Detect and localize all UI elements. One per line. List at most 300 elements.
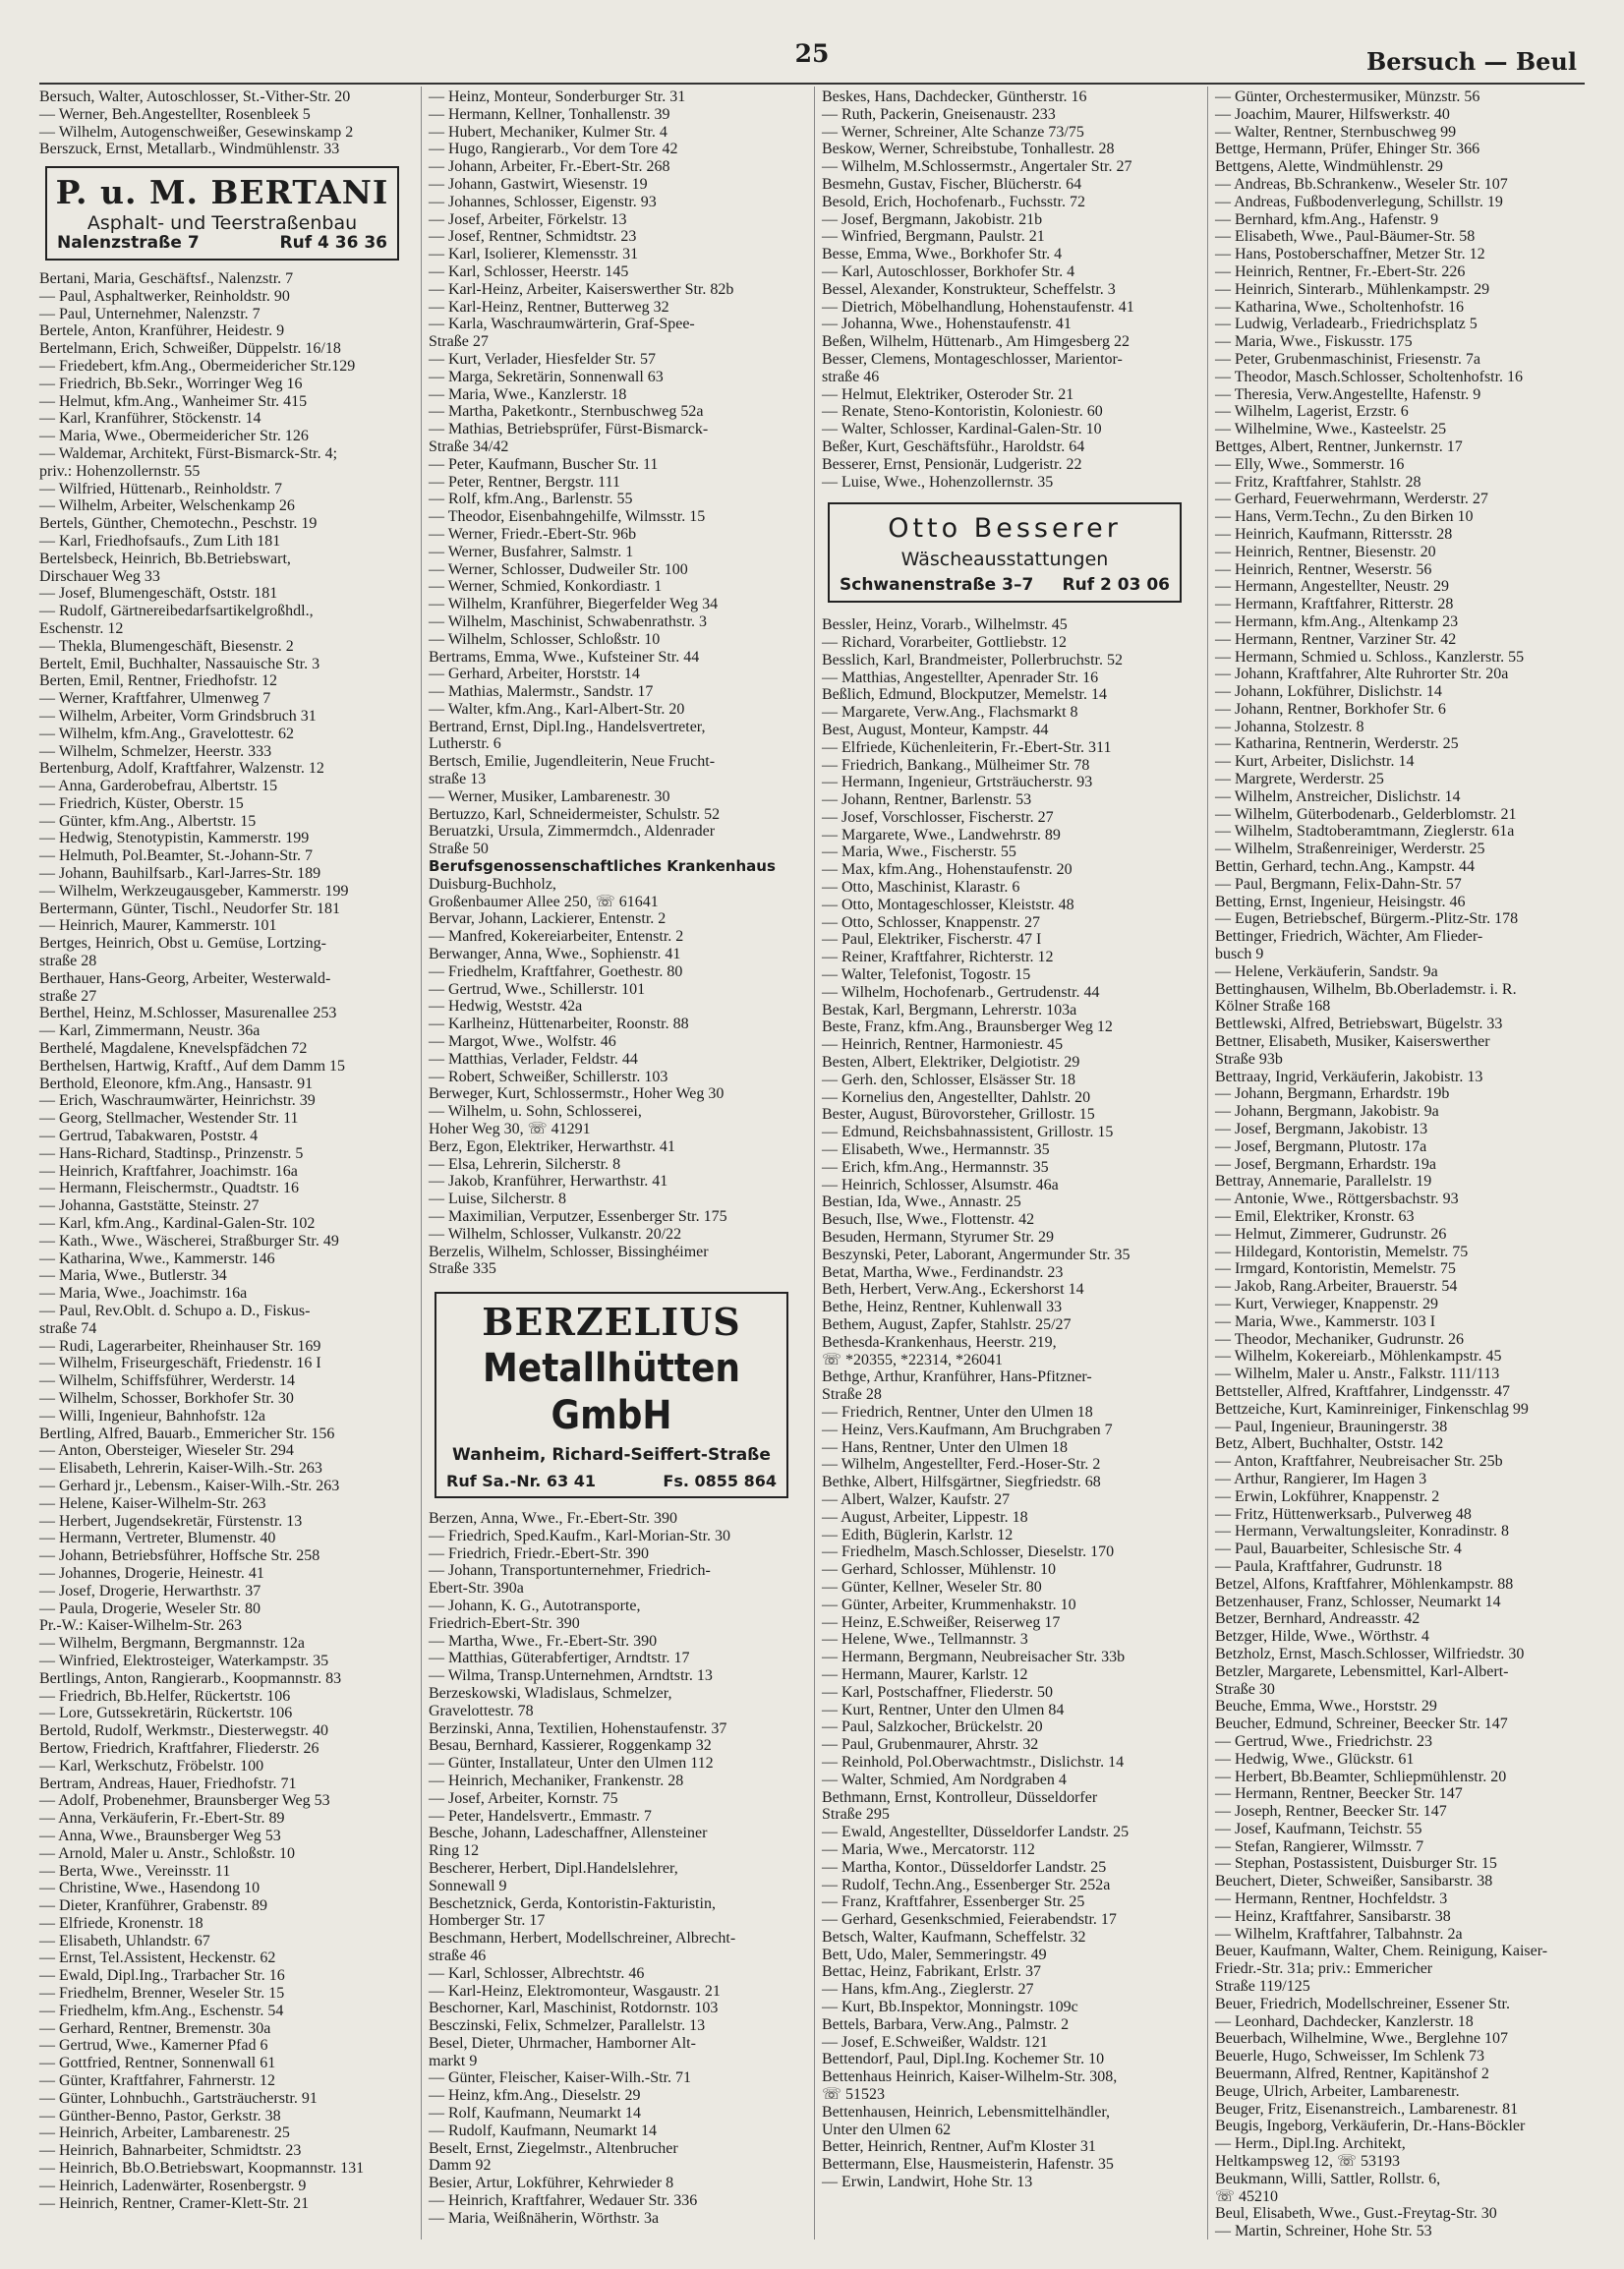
directory-entry: — Gerhard, Rentner, Bremenstr. 30a xyxy=(39,2019,271,2037)
ad-bertani-contact xyxy=(51,235,393,253)
directory-entry: Besuden, Hermann, Styrumer Str. 29 xyxy=(822,1229,1054,1247)
directory-entry: — Paul, Salzkocher, Brückelstr. 20 xyxy=(822,1718,1043,1736)
running-head: Bersuch — Beul xyxy=(1365,47,1577,76)
directory-entry: Best, August, Monteur, Kampstr. 44 xyxy=(822,721,1049,738)
directory-entry: — Wilhelm, Güterbodenarb., Gelderblomstr. 21 xyxy=(1215,805,1517,823)
directory-entry: — Maximilian, Verputzer, Essenberger Str. 175 xyxy=(429,1208,727,1225)
directory-entry: Großenbaumer Allee 250, ☏ 61641 xyxy=(429,893,659,910)
directory-entry: — Ewald, Dipl.Ing., Trarbacher Str. 16 xyxy=(39,1967,285,1985)
directory-entry: — Wilhelm, Angestellter, Ferd.-Hoser-Str. 2 xyxy=(822,1456,1101,1474)
directory-entry: Berthold, Eleonore, kfm.Ang., Hansastr. 91 xyxy=(39,1075,314,1092)
directory-entry: — Gertrud, Wwe., Kamerner Pfad 6 xyxy=(39,2037,268,2055)
directory-entry: — Margarete, Verw.Ang., Flachsmarkt 8 xyxy=(822,704,1078,722)
directory-entry: — Friedhelm, Brenner, Weseler Str. 15 xyxy=(39,1985,285,2003)
column-separator xyxy=(814,87,815,2240)
directory-entry: Bessler, Heinz, Vorarb., Wilhelmstr. 45 xyxy=(822,616,1068,634)
directory-entry: — Wilhelm, Straßenreiniger, Werderstr. 25 xyxy=(1215,841,1485,858)
directory-entry: straße 28 xyxy=(39,953,97,970)
directory-entry: — Heinrich, Rentner, Biesenstr. 20 xyxy=(1215,543,1436,560)
directory-entry: — Heinrich, Arbeiter, Lambarenestr. 25 xyxy=(39,2124,290,2142)
directory-entry: — Helene, Verkäuferin, Sandstr. 9a xyxy=(1215,962,1438,980)
column-separator xyxy=(421,87,422,2240)
directory-entry: — Wilhelm, Schiffsführer, Werderstr. 14 xyxy=(39,1372,296,1390)
directory-entry: — Mathias, Malermstr., Sandstr. 17 xyxy=(429,683,654,701)
directory-entry: — Christine, Wwe., Hasendong 10 xyxy=(39,1880,261,1897)
directory-entry: — Walter, Rentner, Sternbuschweg 99 xyxy=(1215,123,1457,141)
directory-entry: — Johanna, Gaststätte, Steinstr. 27 xyxy=(39,1197,260,1215)
directory-entry: — Heinrich, Kaufmann, Rittersstr. 28 xyxy=(1215,525,1453,543)
directory-entry: — Margrete, Werderstr. 25 xyxy=(1215,771,1384,788)
ad-bertani xyxy=(45,166,399,261)
directory-entry: — Anna, Wwe., Braunsberger Weg 53 xyxy=(39,1827,281,1844)
directory-entry: Bethke, Albert, Hilfsgärtner, Siegfriedstr. 68 xyxy=(822,1474,1101,1491)
ad-berzelius-fax: Fs. 0855 864 xyxy=(663,1472,777,1491)
directory-entry: — Wilhelm, Maschinist, Schwabenrathstr. 3 xyxy=(429,612,708,630)
directory-entry: — Reinhold, Pol.Oberwachtmstr., Dislichstr. 14 xyxy=(822,1753,1125,1771)
directory-entry: — Otto, Schlosser, Knappenstr. 27 xyxy=(822,913,1041,931)
directory-entry: Betzel, Alfons, Kraftfahrer, Möhlenkampstr. 88 xyxy=(1215,1575,1514,1593)
directory-entry: — Werner, Friedr.-Ebert-Str. 96b xyxy=(429,525,637,543)
directory-entry: Bertelt, Emil, Buchhalter, Nassauische Str. 3 xyxy=(39,655,320,672)
directory-entry: — Maria, Wwe., Kanzlerstr. 18 xyxy=(429,385,627,403)
directory-entry: Bertels, Günther, Chemotechn., Peschstr. 19 xyxy=(39,515,318,533)
directory-entry: — Heinrich, Maurer, Kammerstr. 101 xyxy=(39,917,277,935)
directory-entry: — Karl, Isolierer, Klemensstr. 31 xyxy=(429,246,639,263)
directory-entry: Bertram, Andreas, Hauer, Friedhofstr. 71 xyxy=(39,1774,297,1792)
directory-entry: Bettinger, Friedrich, Wächter, Am Flieder- xyxy=(1215,928,1483,946)
directory-entry: Bertele, Anton, Kranführer, Heidestr. 9 xyxy=(39,322,285,340)
directory-entry: Bertlings, Anton, Rangierarb., Koopmannstr. 83 xyxy=(39,1669,342,1687)
directory-entry: — Martha, Kontor., Düsseldorfer Landstr. 25 xyxy=(822,1858,1107,1876)
ad-besserer-line: Wäscheausstattungen xyxy=(900,549,1109,571)
directory-entry: Bertges, Heinrich, Obst u. Gemüse, Lortzing- xyxy=(39,935,326,953)
directory-entry: Berszuck, Ernst, Metallarb., Windmühlenstr. 33 xyxy=(39,141,340,158)
directory-entry: Bertuzzo, Karl, Schneidermeister, Schulstr. 52 xyxy=(429,805,721,823)
directory-entry: — Berta, Wwe., Vereinsstr. 11 xyxy=(39,1862,231,1880)
directory-entry: — Ernst, Tel.Assistent, Heckenstr. 62 xyxy=(39,1949,276,1967)
directory-entry: — Winfried, Bergmann, Paulstr. 21 xyxy=(822,228,1045,246)
directory-entry: — Wilhelm, kfm.Ang., Gravelottestr. 62 xyxy=(39,725,295,742)
directory-entry: — Manfred, Kokereiarbeiter, Entenstr. 2 xyxy=(429,928,684,946)
directory-entry: — Rudolf, Techn.Ang., Essenberger Str. 252a xyxy=(822,1876,1111,1893)
directory-entry: — Friedrich, Friedr.-Ebert-Str. 390 xyxy=(429,1544,649,1562)
directory-entry: Bethmann, Ernst, Kontrolleur, Düsseldorfer xyxy=(822,1788,1098,1806)
directory-entry: Bertling, Alfred, Bauarb., Emmericher Str. 156 xyxy=(39,1425,335,1442)
directory-entry: — Friedrich, Bb.Helfer, Rückertstr. 106 xyxy=(39,1687,291,1705)
directory-entry: — Friedrich, Küster, Oberstr. 15 xyxy=(39,794,244,812)
directory-entry: Bethge, Arthur, Kranführer, Hans-Pfitzner- xyxy=(822,1368,1092,1386)
directory-entry: — Helene, Wwe., Tellmannstr. 3 xyxy=(822,1631,1028,1649)
directory-entry: — Anton, Obersteiger, Wieseler Str. 294 xyxy=(39,1442,294,1460)
directory-entry: — Kurt, Rentner, Unter den Ulmen 84 xyxy=(822,1701,1065,1718)
directory-entry: Beschmann, Herbert, Modellschreiner, Albrecht- xyxy=(429,1930,736,1948)
directory-entry: — Erich, kfm.Ang., Hermannstr. 35 xyxy=(822,1158,1049,1176)
directory-entry: Betz, Albert, Buchhalter, Oststr. 142 xyxy=(1215,1435,1444,1453)
directory-entry: — Paul, Ingenieur, Brauningerstr. 38 xyxy=(1215,1418,1448,1435)
directory-entry: Bettendorf, Paul, Dipl.Ing. Kochemer Str. 10 xyxy=(822,2051,1105,2068)
directory-entry: — Karlheinz, Hüttenarbeiter, Roonstr. 88 xyxy=(429,1016,689,1033)
directory-entry: — Gerhard, Gesenkschmied, Feierabendstr. 17 xyxy=(822,1911,1117,1929)
directory-entry: — Rolf, kfm.Ang., Barlenstr. 55 xyxy=(429,491,633,508)
column-4 xyxy=(1215,88,1581,2240)
directory-entry: Besse, Emma, Wwe., Borkhofer Str. 4 xyxy=(822,246,1063,263)
directory-entry: — Kurt, Verwieger, Knappenstr. 29 xyxy=(1215,1295,1439,1312)
directory-entry: — Johann, Bergmann, Jakobistr. 9a xyxy=(1215,1103,1439,1121)
directory-entry: Bethe, Heinz, Rentner, Kuhlenwall 33 xyxy=(822,1299,1063,1316)
directory-entry: Bervar, Johann, Lackierer, Entenstr. 2 xyxy=(429,910,667,928)
directory-entry: Beste, Franz, kfm.Ang., Braunsberger Weg 12 xyxy=(822,1018,1113,1036)
directory-entry: Ring 12 xyxy=(429,1842,480,1860)
directory-entry: Beselt, Ernst, Ziegelmstr., Altenbrucher xyxy=(429,2139,678,2157)
directory-entry: — Paul, Asphaltwerker, Reinholdstr. 90 xyxy=(39,287,290,305)
page-number: 25 xyxy=(794,39,830,68)
directory-entry: — Gerh. den, Schlosser, Elsässer Str. 18 xyxy=(822,1071,1075,1088)
directory-entry: — Erwin, Landwirt, Hohe Str. 13 xyxy=(822,2174,1033,2191)
directory-entry: — Wilhelm, Lagerist, Erzstr. 6 xyxy=(1215,403,1409,421)
directory-entry: — Ewald, Angestellter, Düsseldorfer Landstr. 25 xyxy=(822,1824,1130,1841)
directory-entry: Beuer, Friedrich, Modellschreiner, Essener Str. xyxy=(1215,1995,1510,2012)
directory-entry: — Johann, Transportunternehmer, Friedrich- xyxy=(429,1562,711,1580)
directory-entry: straße 46 xyxy=(822,368,880,385)
directory-entry: — Helmut, kfm.Ang., Wanheimer Str. 415 xyxy=(39,392,308,410)
directory-entry: Bettsteller, Alfred, Kraftfahrer, Lindgensstr. 47 xyxy=(1215,1382,1510,1400)
directory-entry: — Maria, Wwe., Obermeidericher Str. 126 xyxy=(39,428,309,445)
directory-entry: — Heinz, E.Schweißer, Reiserweg 17 xyxy=(822,1613,1061,1631)
directory-entry: Besmehn, Gustav, Fischer, Blücherstr. 64 xyxy=(822,175,1082,193)
directory-entry: — Kurt, Verlader, Hiesfelder Str. 57 xyxy=(429,350,657,368)
directory-entry: straße 13 xyxy=(429,771,487,788)
directory-entry: Beuge, Ulrich, Arbeiter, Lambarenestr. xyxy=(1215,2082,1460,2100)
directory-entry: — Maria, Wwe., Kammerstr. 103 I xyxy=(1215,1312,1436,1330)
ad-besserer-name: Otto Besserer xyxy=(888,513,1122,545)
directory-entry: Bethem, August, Zapfer, Stahlstr. 25/27 xyxy=(822,1316,1072,1333)
directory-entry: Kölner Straße 168 xyxy=(1215,998,1331,1016)
directory-entry: Beuerbach, Wilhelmine, Wwe., Berglehne 107 xyxy=(1215,2030,1508,2048)
directory-entry: Hoher Weg 30, ☏ 41291 xyxy=(429,1121,591,1138)
directory-entry: — Helmut, Elektriker, Osteroder Str. 21 xyxy=(822,385,1074,403)
directory-entry: — Albert, Walzer, Kaufstr. 27 xyxy=(822,1490,1011,1508)
directory-entry: Berten, Emil, Rentner, Friedhofstr. 12 xyxy=(39,672,277,690)
column-1 xyxy=(39,88,405,2212)
directory-entry: — Hedwig, Weststr. 42a xyxy=(429,998,583,1016)
directory-entry: — Wilma, Transp.Unternehmen, Arndtstr. 13 xyxy=(429,1667,713,1685)
directory-entry: — Anna, Garderobefrau, Albertstr. 15 xyxy=(39,778,278,795)
directory-entry: Straße 27 xyxy=(429,333,489,351)
directory-entry: Berthelé, Magdalene, Knevelspfädchen 72 xyxy=(39,1040,308,1058)
directory-entry: — Wilhelm, Kraftfahrer, Talbahnstr. 2a xyxy=(1215,1925,1463,1943)
directory-entry: — Paul, Unternehmer, Nalenzstr. 7 xyxy=(39,305,261,322)
directory-entry: — Josef, Rentner, Schmidtstr. 23 xyxy=(429,228,637,246)
directory-entry: — Hermann, Rentner, Beecker Str. 147 xyxy=(1215,1785,1463,1803)
directory-entry: — Heinrich, Rentner, Weserstr. 56 xyxy=(1215,560,1432,578)
directory-entry: Straße 50 xyxy=(429,841,489,858)
directory-entry: Beschetznick, Gerda, Kontoristin-Fakturistin, xyxy=(429,1894,716,1912)
directory-entry: Berzelis, Wilhelm, Schlosser, Bissinghéimer xyxy=(429,1243,709,1260)
directory-entry: — Hildegard, Kontoristin, Memelstr. 75 xyxy=(1215,1243,1469,1260)
directory-entry: Beuer, Kaufmann, Walter, Chem. Reinigung, Kaiser- xyxy=(1215,1943,1548,1960)
directory-entry: Besche, Johann, Ladeschaffner, Allensteiner xyxy=(429,1825,708,1842)
directory-entry: — Friedrich, Rentner, Unter den Ulmen 18 xyxy=(822,1403,1093,1421)
directory-entry: Bettlewski, Alfred, Betriebswart, Bügelstr. 33 xyxy=(1215,1016,1503,1033)
directory-entry: — Elly, Wwe., Sommerstr. 16 xyxy=(1215,455,1405,473)
directory-entry: — Heinrich, Bb.O.Betriebswart, Koopmannstr. 131 xyxy=(39,2160,365,2178)
directory-entry: Homberger Str. 17 xyxy=(429,1912,546,1930)
entries-col1-top xyxy=(39,88,405,158)
directory-entry: — Kath., Wwe., Wäscherei, Straßburger Str. 49 xyxy=(39,1232,339,1250)
directory-entry: Bettzeiche, Kurt, Kaminreiniger, Finkenschlag 99 xyxy=(1215,1400,1529,1418)
directory-entry: Betzer, Bernhard, Andreasstr. 42 xyxy=(1215,1610,1421,1628)
directory-entry: ☏ *20355, *22314, *26041 xyxy=(822,1351,1004,1368)
directory-entry: — Heinrich, Kraftfahrer, Joachimstr. 16a xyxy=(39,1162,298,1180)
directory-entry: Besserer, Ernst, Pensionär, Ludgeristr. 22 xyxy=(822,455,1082,473)
directory-entry: straße 27 xyxy=(39,987,97,1005)
directory-entry: Beßen, Wilhelm, Hüttenarb., Am Himgesberg 22 xyxy=(822,333,1130,351)
directory-entry: Bertsch, Emilie, Jugendleiterin, Neue Frucht- xyxy=(429,753,716,771)
ad-besserer-address: Schwanenstraße 3–7 xyxy=(840,575,1034,596)
directory-entry: Betzenhauser, Franz, Schlosser, Neumarkt 14 xyxy=(1215,1593,1501,1610)
directory-entry: Bertelmann, Erich, Schweißer, Düppelstr. 16/18 xyxy=(39,340,341,358)
directory-entry: — Theresia, Verw.Angestellte, Hafenstr. 9 xyxy=(1215,385,1481,403)
directory-entry: — Martin, Schreiner, Hohe Str. 53 xyxy=(1215,2223,1432,2240)
directory-entry: — Andreas, Fußbodenverlegung, Schillstr. 19 xyxy=(1215,193,1503,210)
directory-entry: Bettraay, Ingrid, Verkäuferin, Jakobistr. 13 xyxy=(1215,1068,1483,1085)
directory-entry: busch 9 xyxy=(1215,946,1264,963)
directory-entry: Sonnewall 9 xyxy=(429,1877,507,1894)
directory-entry: — Hubert, Mechaniker, Kulmer Str. 4 xyxy=(429,123,667,141)
directory-entry: — Hermann, Ingenieur, Grtsträucherstr. 93 xyxy=(822,774,1093,791)
directory-entry: — Wilhelm, Stadtoberamtmann, Zieglerstr. 61a xyxy=(1215,823,1515,841)
directory-entry: Bettge, Hermann, Prüfer, Ehinger Str. 366 xyxy=(1215,141,1480,158)
directory-entry: — Johann, K. G., Autotransporte, xyxy=(429,1597,641,1614)
directory-entry: — Werner, Musiker, Lambarenestr. 30 xyxy=(429,787,670,805)
directory-entry: — Werner, Schreiner, Alte Schanze 73/75 xyxy=(822,123,1084,141)
directory-entry: — Maria, Wwe., Joachimstr. 16a xyxy=(39,1285,248,1303)
directory-entry: — Karl, Friedhofsaufs., Zum Lith 181 xyxy=(39,532,281,550)
column-2 xyxy=(429,88,794,2228)
directory-entry: Bester, August, Bürovorsteher, Grillostr. 15 xyxy=(822,1106,1095,1124)
directory-entry: — Friedhelm, Kraftfahrer, Goethestr. 80 xyxy=(429,962,683,980)
directory-entry: — Gerhard, Feuerwehrmann, Werderstr. 27 xyxy=(1215,491,1488,508)
directory-entry: Berthauer, Hans-Georg, Arbeiter, Westerwald- xyxy=(39,969,331,987)
directory-entry: Bessel, Alexander, Konstrukteur, Scheffelstr. 3 xyxy=(822,280,1116,298)
directory-entry: — Rudi, Lagerarbeiter, Rheinhauser Str. 169 xyxy=(39,1337,321,1355)
directory-entry: Bettgens, Alette, Windmühlenstr. 29 xyxy=(1215,158,1443,176)
directory-entry: Betat, Martha, Wwe., Ferdinandstr. 23 xyxy=(822,1263,1064,1281)
directory-entry: — Hermann, Rentner, Hochfeldstr. 3 xyxy=(1215,1891,1448,1908)
directory-entry: Bertelsbeck, Heinrich, Bb.Betriebswart, xyxy=(39,550,291,567)
directory-entry: — Josef, Drogerie, Herwarthstr. 37 xyxy=(39,1582,261,1600)
directory-entry: — Wilhelm, Bergmann, Bergmannstr. 12a xyxy=(39,1635,305,1653)
directory-entry: — Joseph, Rentner, Beecker Str. 147 xyxy=(1215,1803,1447,1821)
directory-entry: ☏ 51523 xyxy=(822,2086,886,2104)
directory-entry: Besczinski, Felix, Schmelzer, Parallelstr. 13 xyxy=(429,2017,706,2035)
directory-entry: — Katharina, Wwe., Scholtenhofstr. 16 xyxy=(1215,298,1464,316)
directory-entry: Bettinghausen, Wilhelm, Bb.Oberlademstr. i. R. xyxy=(1215,980,1517,998)
directory-entry: — Walter, Telefonist, Togostr. 15 xyxy=(822,966,1031,984)
directory-entry: Straße 34/42 xyxy=(429,437,509,455)
directory-entry: Bettenhausen, Heinrich, Lebensmittelhändler, xyxy=(822,2103,1111,2121)
directory-entry: Besau, Bernhard, Kassierer, Roggenkamp 32 xyxy=(429,1737,712,1755)
directory-entry: — Edmund, Reichsbahnassistent, Grillostr. 15 xyxy=(822,1124,1114,1141)
directory-entry: Bettges, Albert, Rentner, Junkernstr. 17 xyxy=(1215,437,1463,455)
directory-entry: — Maria, Weißnäherin, Wörthstr. 3a xyxy=(429,2209,660,2227)
directory-entry: Bettray, Annemarie, Parallelstr. 19 xyxy=(1215,1173,1432,1191)
directory-entry: Beuerle, Hugo, Schweisser, Im Schlenk 73 xyxy=(1215,2048,1484,2065)
directory-entry: Bertow, Friedrich, Kraftfahrer, Fliederstr. 26 xyxy=(39,1739,319,1757)
directory-entry: — Josef, Vorschlosser, Fischerstr. 27 xyxy=(822,808,1054,826)
directory-entry: Bertrams, Emma, Wwe., Kufsteiner Str. 44 xyxy=(429,648,700,666)
directory-entry: — Johannes, Drogerie, Heinestr. 41 xyxy=(39,1564,264,1582)
directory-entry: — Hermann, Bergmann, Neubreisacher Str. 33b xyxy=(822,1649,1126,1666)
directory-entry: — Luise, Silcherstr. 8 xyxy=(429,1191,566,1208)
directory-entry: — Max, kfm.Ang., Hohenstaufenstr. 20 xyxy=(822,861,1073,879)
ad-berzelius-contact xyxy=(440,1473,783,1490)
directory-entry: — Paul, Grubenmaurer, Ahrstr. 32 xyxy=(822,1736,1039,1754)
directory-entry: Besel, Dieter, Uhrmacher, Hamborner Alt- xyxy=(429,2034,696,2052)
ad-bertani-name: P. u. M. BERTANI xyxy=(55,173,389,212)
directory-entry: — Kurt, Bb.Inspektor, Monningstr. 109c xyxy=(822,1999,1078,2016)
directory-entry: — Hans, Verm.Techn., Zu den Birken 10 xyxy=(1215,508,1474,526)
ad-besserer xyxy=(828,502,1182,603)
directory-entry: — Wilhelm, Hochofenarb., Gertrudenstr. 44 xyxy=(822,983,1100,1001)
entries-col1 xyxy=(39,270,405,2212)
directory-entry: — Johann, Bergmann, Erhardstr. 19b xyxy=(1215,1085,1450,1103)
directory-entry: — Johann, Bauhilfsarb., Karl-Jarres-Str. 189 xyxy=(39,865,321,883)
directory-entry: — Elisabeth, Lehrerin, Kaiser-Wilh.-Str. 263 xyxy=(39,1460,322,1478)
ad-berzelius xyxy=(435,1292,788,1498)
entries-col2-mid xyxy=(429,876,794,1278)
directory-entry: — Erwin, Lokführer, Knappenstr. 2 xyxy=(1215,1487,1440,1505)
directory-entry: Pr.-W.: Kaiser-Wilhelm-Str. 263 xyxy=(39,1617,242,1635)
directory-entry: Betzholz, Ernst, Masch.Schlosser, Wilfriedstr. 30 xyxy=(1215,1645,1525,1662)
directory-entry: Bertrand, Ernst, Dipl.Ing., Handelsvertreter, xyxy=(429,718,706,735)
directory-entry: — Günter, Lohnbuchh., Gartsträucherstr. 91 xyxy=(39,2089,318,2107)
directory-entry: — Günter, kfm.Ang., Albertstr. 15 xyxy=(39,812,257,830)
header-rule xyxy=(39,83,1585,85)
directory-entry: — Heinrich, Ladenwärter, Rosenbergstr. 9 xyxy=(39,2177,307,2194)
directory-entry: — Maria, Wwe., Butlerstr. 34 xyxy=(39,1267,227,1285)
directory-entry: — Paul, Elektriker, Fischerstr. 47 I xyxy=(822,931,1042,949)
directory-entry: — Fritz, Kraftfahrer, Stahlstr. 28 xyxy=(1215,473,1421,491)
directory-entry: Bettac, Heinz, Fabrikant, Erlstr. 37 xyxy=(822,1963,1042,1981)
directory-entry: — Hans-Richard, Stadtinsp., Prinzenstr. 5 xyxy=(39,1144,304,1162)
directory-entry: — Hermann, Kraftfahrer, Ritterstr. 28 xyxy=(1215,596,1454,613)
directory-entry: Beruatzki, Ursula, Zimmermdch., Aldenrader xyxy=(429,823,716,841)
directory-entry: — Kornelius den, Angestellter, Dahlstr. 20 xyxy=(822,1088,1091,1106)
directory-entry: — Wilhelm, Autogenschweißer, Gesewinskamp 2 xyxy=(39,123,354,141)
directory-entry: — Matthias, Verlader, Feldstr. 44 xyxy=(429,1050,638,1068)
directory-entry: — Hermann, Vertreter, Blumenstr. 40 xyxy=(39,1530,276,1547)
directory-entry: — Elisabeth, Wwe., Paul-Bäumer-Str. 58 xyxy=(1215,228,1476,246)
directory-entry: — Wilhelm, Friseurgeschäft, Friedenstr. 16 I xyxy=(39,1355,321,1372)
directory-entry: — Heinrich, Rentner, Harmoniestr. 45 xyxy=(822,1036,1064,1054)
directory-entry: — Günter, Orchestermusiker, Münzstr. 56 xyxy=(1215,88,1480,105)
directory-entry: Betting, Ernst, Ingenieur, Heisingstr. 46 xyxy=(1215,893,1466,910)
directory-entry: — Karl, Zimmermann, Neustr. 36a xyxy=(39,1022,261,1040)
directory-entry: — Gerhard, Schlosser, Mühlenstr. 10 xyxy=(822,1561,1056,1579)
directory-entry: — Georg, Stellmacher, Westender Str. 11 xyxy=(39,1110,299,1128)
directory-entry: — Helmuth, Pol.Beamter, St.-Johann-Str. 7 xyxy=(39,847,314,865)
directory-entry: Lutherstr. 6 xyxy=(429,735,501,753)
directory-entry: — Gertrud, Wwe., Schillerstr. 101 xyxy=(429,980,646,998)
directory-entry: — Heinz, Kraftfahrer, Sansibarstr. 38 xyxy=(1215,1907,1451,1925)
directory-entry: Heltkampsweg 12, ☏ 53193 xyxy=(1215,2153,1400,2171)
directory-entry: — Gertrud, Wwe., Friedrichstr. 23 xyxy=(1215,1732,1432,1750)
directory-entry: — Stefan, Rangierer, Wilmsstr. 7 xyxy=(1215,1837,1424,1855)
directory-entry: — Paula, Kraftfahrer, Gudrunstr. 18 xyxy=(1215,1557,1442,1575)
entries-col4 xyxy=(1215,88,1581,2240)
directory-entry: — Friedrich, Bankang., Mülheimer Str. 78 xyxy=(822,756,1090,774)
directory-entry: — Peter, Rentner, Bergstr. 111 xyxy=(429,473,620,491)
directory-entry: — Theodor, Mechaniker, Gudrunstr. 26 xyxy=(1215,1330,1465,1348)
directory-entry: — Thekla, Blumengeschäft, Biesenstr. 2 xyxy=(39,637,294,655)
entries-col2-bottom xyxy=(429,1510,794,2228)
directory-entry: — Paul, Rev.Oblt. d. Schupo a. D., Fiskus- xyxy=(39,1303,311,1319)
directory-entry: straße 46 xyxy=(429,1947,487,1964)
ad-besserer-phone: Ruf 2 03 06 xyxy=(1062,575,1170,596)
directory-entry: Besier, Artur, Lokführer, Kehrwieder 8 xyxy=(429,2175,674,2192)
directory-entry: — Adolf, Probenehmer, Braunsberger Weg 53 xyxy=(39,1792,330,1810)
directory-entry: — Elisabeth, Uhlandstr. 67 xyxy=(39,1932,210,1949)
directory-entry: — Waldemar, Architekt, Fürst-Bismarck-Str. 4; xyxy=(39,444,338,462)
directory-entry: — Margarete, Wwe., Landwehrstr. 89 xyxy=(822,826,1061,844)
directory-entry: — Herm., Dipl.Ing. Architekt, xyxy=(1215,2135,1406,2153)
directory-entry: — Josef, Bergmann, Plutostr. 17a xyxy=(1215,1137,1427,1155)
directory-entry: — Johanna, Stolzestr. 8 xyxy=(1215,718,1364,735)
directory-entry: — Otto, Montageschlosser, Kleiststr. 48 xyxy=(822,896,1074,913)
directory-entry: Besslich, Karl, Brandmeister, Pollerbruchstr. 52 xyxy=(822,651,1123,669)
directory-entry: — Martha, Wwe., Fr.-Ebert-Str. 390 xyxy=(429,1632,658,1650)
directory-entry: — Paula, Drogerie, Weseler Str. 80 xyxy=(39,1600,261,1617)
entries-col3-top xyxy=(822,88,1188,491)
directory-entry: — Wilhelm, Anstreicher, Dislichstr. 14 xyxy=(1215,787,1461,805)
directory-entry: — Franz, Kraftfahrer, Essenberger Str. 25 xyxy=(822,1893,1085,1911)
directory-entry: Beschorner, Karl, Maschinist, Rotdornstr. 103 xyxy=(429,2000,719,2017)
directory-entry: Beszynski, Peter, Laborant, Angermunder Str. 35 xyxy=(822,1246,1131,1263)
directory-entry: — Werner, Kraftfahrer, Ulmenweg 7 xyxy=(39,690,271,708)
directory-entry: Besuch, Ilse, Wwe., Flottenstr. 42 xyxy=(822,1211,1035,1229)
directory-entry: Besold, Erich, Hochofenarb., Fuchsstr. 72 xyxy=(822,193,1085,210)
directory-entry: markt 9 xyxy=(429,2052,478,2069)
directory-entry: — Werner, Busfahrer, Salmstr. 1 xyxy=(429,543,634,560)
ad-berzelius-phone: Ruf Sa.-Nr. 63 41 xyxy=(446,1472,597,1491)
directory-entry: — Luise, Wwe., Hohenzollernstr. 35 xyxy=(822,473,1054,491)
directory-entry: — Hermann, kfm.Ang., Altenkamp 23 xyxy=(1215,612,1459,630)
directory-entry: — Günter, Kraftfahrer, Fahrnerstr. 12 xyxy=(39,2072,275,2090)
directory-entry: Besten, Albert, Elektriker, Delgiotistr. 29 xyxy=(822,1054,1080,1072)
directory-entry: — Wilhelm, Schosser, Borkhofer Str. 30 xyxy=(39,1389,294,1407)
directory-entry: — Gottfried, Rentner, Sonnenwall 61 xyxy=(39,2055,276,2072)
directory-entry: Bertani, Maria, Geschäftsf., Nalenzstr. 7 xyxy=(39,269,294,287)
directory-entry: — Heinz, kfm.Ang., Dieselstr. 29 xyxy=(429,2087,641,2105)
directory-entry: — Anton, Kraftfahrer, Neubreisacher Str. 25b xyxy=(1215,1453,1503,1471)
directory-entry: Gravelottestr. 78 xyxy=(429,1702,534,1719)
directory-entry: — Josef, Bergmann, Jakobistr. 21b xyxy=(822,210,1043,228)
directory-entry: — Heinz, Vers.Kaufmann, Am Bruchgraben 7 xyxy=(822,1421,1113,1438)
directory-entry: — Martha, Paketkontr., Sternbuschweg 52a xyxy=(429,403,704,421)
directory-entry: — Bernhard, kfm.Ang., Hafenstr. 9 xyxy=(1215,210,1439,228)
directory-entry: — Karl-Heinz, Arbeiter, Kaiserswerther Str. 82b xyxy=(429,280,734,298)
directory-entry: — Hermann, Kellner, Tonhallenstr. 39 xyxy=(429,105,670,123)
directory-entry: — Karl, Werkschutz, Fröbelstr. 100 xyxy=(39,1757,264,1774)
ad-berzelius-line: Wanheim, Richard-Seiffert-Straße xyxy=(452,1445,771,1466)
directory-entry: — Willi, Ingenieur, Bahnhofstr. 12a xyxy=(39,1407,265,1425)
directory-entry: — Wilhelm, Arbeiter, Welschenkamp 26 xyxy=(39,497,295,515)
directory-entry: — Maria, Wwe., Fischerstr. 55 xyxy=(822,844,1016,861)
directory-entry: — Andreas, Bb.Schrankenw., Weseler Str. 107 xyxy=(1215,175,1508,193)
column-3 xyxy=(822,88,1188,2191)
directory-entry: — Werner, Schlosser, Dudweiler Str. 100 xyxy=(429,560,688,578)
